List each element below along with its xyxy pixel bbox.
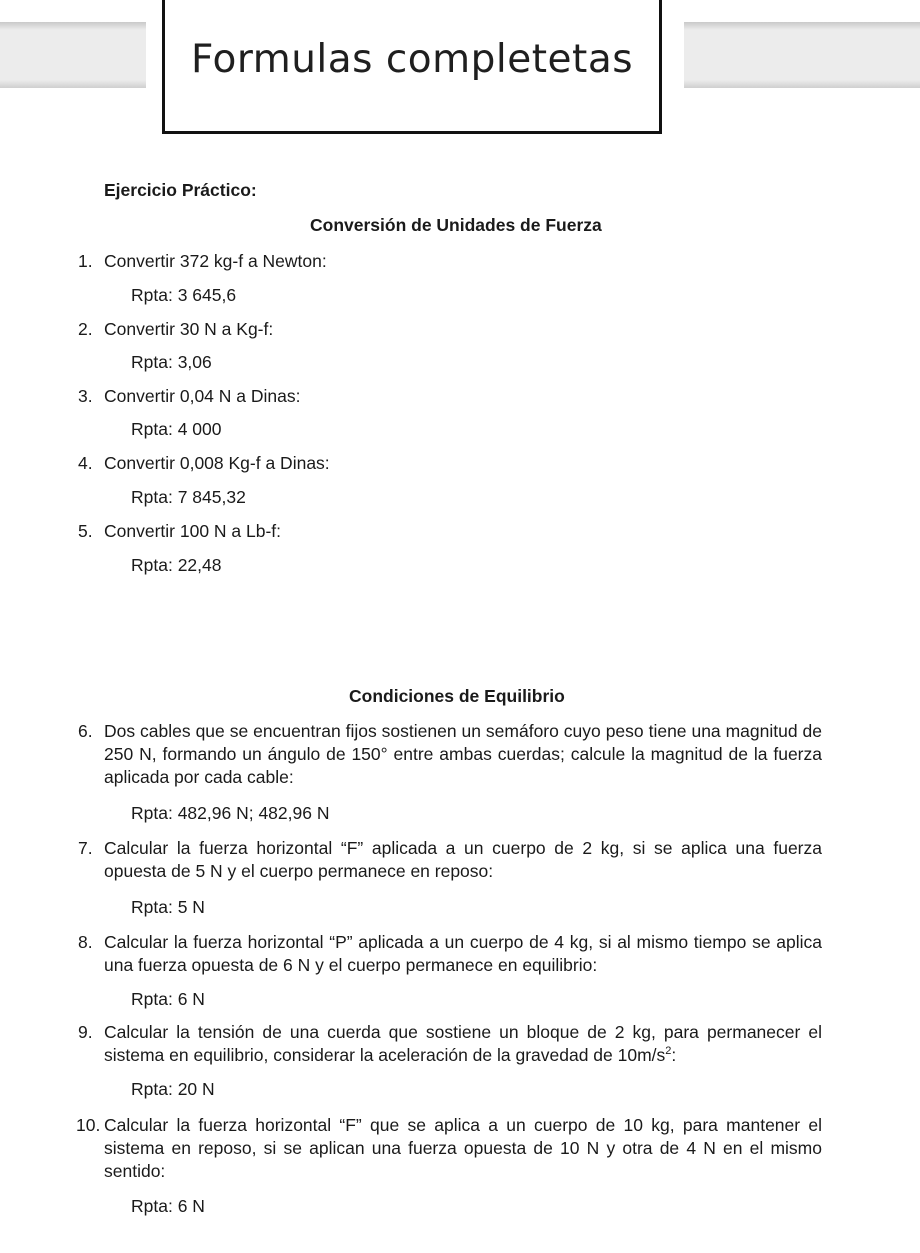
list-number: 10. [76,1115,101,1135]
section-title-equilibrium: Condiciones de Equilibrio [349,686,565,706]
list-number: 8. [78,932,93,952]
exercise-label: Ejercicio Práctico: [104,180,257,200]
answer: Rpta: 6 N [131,989,205,1009]
list-number: 3. [78,386,93,406]
list-item: Convertir 100 N a Lb-f: [104,521,282,541]
answer: Rpta: 22,48 [131,555,222,575]
answer: Rpta: 3 645,6 [131,285,237,305]
list-item: Convertir 0,008 Kg-f a Dinas: [104,453,330,473]
list-number: 6. [78,721,93,741]
answer: Rpta: 3,06 [131,352,212,372]
answer: Rpta: 6 N [131,1196,205,1216]
title-box [162,0,662,134]
answer: Rpta: 20 N [131,1079,215,1099]
list-item: Calcular la fuerza horizontal “F” aplicada a un cuerpo de 2 kg, si se aplica una fuerza opuesta de 5 N y el cuerpo permanece en reposo: [104,838,822,881]
answer: Rpta: 482,96 N; 482,96 N [131,803,330,823]
list-item: Calcular la fuerza horizontal “F” que se aplica a un cuerpo de 10 kg, para mantener el sistema en reposo, si se aplican una fuerza opuesta de 10 N y otra de 4 N en el mismo sentido: [104,1115,822,1181]
list-number: 5. [78,521,93,541]
page-title: Formulas completetas [190,37,634,82]
list-number: 9. [78,1022,93,1042]
list-item: Convertir 0,04 N a Dinas: [104,386,301,406]
list-item: Dos cables que se encuentran fijos sostienen un semáforo cuyo peso tiene una magnitud de 250 N, formando un ángulo de 150° entre ambas cuerdas; calcule la magnitud de la fuerza aplicada por cada cable: [104,721,822,787]
header-bar-left [0,22,146,88]
header-bar-right [684,22,920,88]
list-item-text-end: : [671,1045,677,1065]
list-item: Convertir 372 kg-f a Newton: [104,251,327,271]
list-item: Calcular la fuerza horizontal “P” aplicada a un cuerpo de 4 kg, si al mismo tiempo se aplica una fuerza opuesta de 6 N y el cuerpo permanece en equilibrio: [104,932,822,975]
list-number: 7. [78,838,93,858]
list-item-text: Calcular la tensión de una cuerda que sostiene un bloque de 2 kg, para permanecer el sistema en equilibrio, considerar la aceleración de la gravedad de 10m/s [104,1022,822,1065]
list-number: 4. [78,453,93,473]
list-number: 2. [78,319,93,339]
section-title-conversion: Conversión de Unidades de Fuerza [310,215,602,235]
superscript: 2 [665,1045,672,1058]
list-item: Convertir 30 N a Kg-f: [104,319,274,339]
list-number: 1. [78,251,93,271]
answer: Rpta: 5 N [131,897,205,917]
answer: Rpta: 4 000 [131,419,222,439]
answer: Rpta: 7 845,32 [131,487,246,507]
list-item [104,1021,822,1067]
